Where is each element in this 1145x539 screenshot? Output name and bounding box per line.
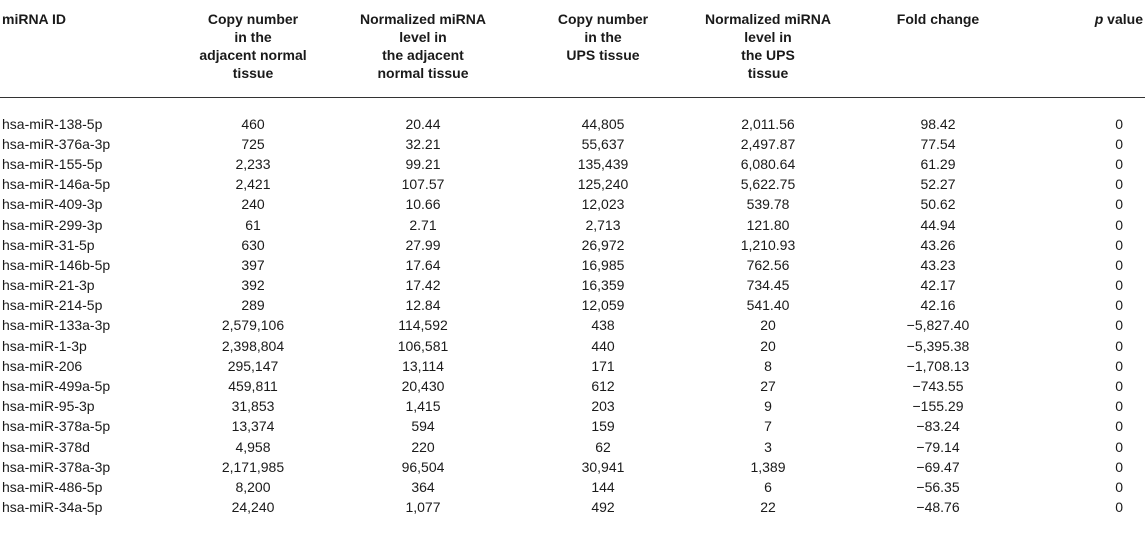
cell-mirna-id: hsa-miR-95-3p	[2, 398, 95, 415]
header-line: Copy number	[207, 11, 299, 27]
cell-norm-ups: 2,011.56	[741, 115, 795, 132]
cell-fold-change: −5,827.40	[906, 317, 970, 334]
cell-p-value: 0	[1115, 115, 1123, 132]
cell-fold-change: −83.24	[916, 418, 960, 435]
cell-mirna-id: hsa-miR-378a-3p	[2, 458, 111, 475]
spacer-cell	[0, 97, 1145, 114]
cell-norm-adjacent: 364	[411, 478, 435, 495]
cell-norm-adjacent: 2.71	[409, 216, 437, 233]
cell-fold-change: −5,395.38	[906, 337, 970, 354]
cell-copy-ups: 438	[591, 317, 615, 334]
cell-fold-change: −56.35	[916, 478, 960, 495]
cell-copy-ups: 492	[591, 499, 615, 516]
header-line: tissue	[232, 65, 274, 81]
cell-p-value: 0	[1115, 236, 1123, 253]
cell-norm-ups: 6,080.64	[740, 155, 796, 172]
table-row	[0, 336, 1145, 356]
table-row	[0, 376, 1145, 396]
cell-copy-adjacent: 397	[241, 256, 265, 273]
header-line: level in	[744, 29, 792, 45]
cell-fold-change: 52.27	[920, 176, 956, 193]
header-line: adjacent normal	[199, 47, 307, 63]
cell-copy-adjacent: 31,853	[231, 398, 275, 415]
cell-norm-adjacent: 13,114	[402, 357, 444, 374]
cell-fold-change: 43.26	[920, 236, 956, 253]
cell-copy-ups: 2,713	[585, 216, 621, 233]
cell-mirna-id: hsa-miR-214-5p	[2, 297, 103, 314]
cell-copy-ups: 16,359	[581, 277, 625, 294]
cell-mirna-id: hsa-miR-31-5p	[2, 236, 95, 253]
header-line: Normalized miRNA	[359, 11, 487, 27]
cell-copy-ups: 44,805	[581, 115, 625, 132]
table-row	[0, 154, 1145, 174]
cell-norm-adjacent: 107.57	[401, 176, 445, 193]
cell-p-value: 0	[1115, 418, 1123, 435]
table-row	[0, 255, 1145, 275]
table-row	[0, 477, 1145, 497]
cell-norm-adjacent: 96,504	[401, 458, 445, 475]
header-p-rest: value	[1103, 11, 1143, 27]
cell-mirna-id: hsa-miR-206	[2, 357, 83, 374]
cell-p-value: 0	[1115, 135, 1123, 152]
cell-copy-adjacent: 4,958	[235, 438, 271, 455]
cell-copy-ups: 12,059	[581, 297, 625, 314]
table-row	[0, 114, 1145, 134]
cell-copy-adjacent: 24,240	[231, 499, 275, 516]
cell-fold-change: 61.29	[920, 155, 956, 172]
cell-fold-change: −743.55	[912, 378, 964, 395]
cell-mirna-id: hsa-miR-21-3p	[2, 277, 95, 294]
cell-copy-adjacent: 13,374	[231, 418, 275, 435]
cell-norm-adjacent: 10.66	[405, 196, 441, 213]
cell-norm-adjacent: 27.99	[405, 236, 441, 253]
cell-fold-change: −155.29	[912, 398, 964, 415]
cell-norm-ups: 9	[764, 398, 772, 415]
cell-norm-adjacent: 220	[411, 438, 435, 455]
cell-norm-ups: 20	[760, 317, 776, 334]
cell-copy-adjacent: 2,421	[235, 176, 271, 193]
cell-norm-ups: 539.78	[746, 196, 790, 213]
cell-copy-ups: 125,240	[577, 176, 629, 193]
header-norm-ups	[688, 0, 848, 97]
header-line: UPS tissue	[566, 47, 640, 63]
cell-copy-adjacent: 725	[241, 135, 265, 152]
table-row	[0, 396, 1145, 416]
table-row	[0, 295, 1145, 315]
cell-p-value: 0	[1115, 297, 1123, 314]
cell-fold-change: 42.16	[920, 297, 956, 314]
cell-copy-adjacent: 630	[241, 236, 265, 253]
cell-copy-ups: 62	[595, 438, 611, 455]
cell-copy-adjacent: 2,579,106	[221, 317, 285, 334]
header-fold-change	[848, 0, 1028, 97]
cell-p-value: 0	[1115, 438, 1123, 455]
cell-p-value: 0	[1115, 357, 1123, 374]
cell-copy-ups: 612	[591, 378, 615, 395]
cell-fold-change: 43.23	[920, 256, 956, 273]
cell-norm-ups: 8	[764, 357, 772, 374]
table-row	[0, 275, 1145, 295]
cell-norm-ups: 1,389	[750, 458, 786, 475]
header-line: the UPS	[741, 47, 795, 63]
cell-p-value: 0	[1115, 478, 1123, 495]
cell-p-value: 0	[1115, 256, 1123, 273]
cell-p-value: 0	[1115, 155, 1123, 172]
cell-mirna-id: hsa-miR-138-5p	[2, 115, 103, 132]
cell-mirna-id: hsa-miR-133a-3p	[2, 317, 111, 334]
cell-norm-ups: 27	[760, 378, 776, 395]
cell-fold-change: −69.47	[916, 458, 960, 475]
cell-norm-ups: 734.45	[746, 277, 790, 294]
cell-copy-ups: 203	[591, 398, 615, 415]
cell-mirna-id: hsa-miR-1-3p	[2, 337, 87, 354]
cell-p-value: 0	[1115, 176, 1123, 193]
table-row	[0, 194, 1145, 214]
cell-mirna-id: hsa-miR-146b-5p	[2, 256, 111, 273]
cell-fold-change: 42.17	[920, 277, 956, 294]
header-line: tissue	[747, 65, 789, 81]
cell-copy-adjacent: 8,200	[235, 478, 271, 495]
cell-copy-ups: 12,023	[581, 196, 625, 213]
cell-p-value: 0	[1115, 499, 1123, 516]
cell-copy-ups: 144	[591, 478, 615, 495]
cell-fold-change: 98.42	[920, 115, 956, 132]
table-row	[0, 437, 1145, 457]
cell-copy-adjacent: 2,398,804	[221, 337, 285, 354]
table-body	[0, 97, 1145, 517]
cell-norm-ups: 1,210.93	[740, 236, 796, 253]
cell-copy-adjacent: 2,233	[235, 155, 271, 172]
cell-mirna-id: hsa-miR-299-3p	[2, 216, 103, 233]
header-norm-adjacent	[328, 0, 518, 97]
header-line: normal tissue	[377, 65, 469, 81]
cell-fold-change: −48.76	[916, 499, 960, 516]
header-p-italic: p	[1094, 11, 1104, 27]
cell-norm-ups: 22	[760, 499, 776, 516]
cell-mirna-id: hsa-miR-376a-3p	[2, 135, 111, 152]
cell-copy-adjacent: 459,811	[228, 378, 278, 395]
table-row	[0, 497, 1145, 517]
cell-copy-ups: 26,972	[581, 236, 625, 253]
cell-norm-ups: 6	[764, 478, 772, 495]
cell-p-value: 0	[1115, 216, 1123, 233]
cell-norm-adjacent: 20,430	[401, 378, 445, 395]
cell-copy-adjacent: 289	[241, 297, 265, 314]
cell-norm-ups: 2,497.87	[740, 135, 796, 152]
table-row	[0, 235, 1145, 255]
header-line: miRNA ID	[2, 11, 67, 27]
cell-norm-adjacent: 32.21	[405, 135, 441, 152]
header-line: Normalized miRNA	[704, 11, 832, 27]
cell-p-value: 0	[1115, 196, 1123, 213]
table-row	[0, 457, 1145, 477]
cell-p-value: 0	[1115, 337, 1123, 354]
header-spacer	[0, 97, 1145, 114]
cell-copy-adjacent: 392	[241, 277, 265, 294]
cell-copy-adjacent: 61	[245, 216, 261, 233]
header-line: Fold change	[896, 11, 980, 27]
cell-p-value: 0	[1115, 317, 1123, 334]
table-header	[0, 0, 1145, 97]
cell-mirna-id: hsa-miR-409-3p	[2, 196, 103, 213]
cell-norm-ups: 541.40	[746, 297, 790, 314]
cell-norm-ups: 5,622.75	[740, 176, 796, 193]
table-row	[0, 174, 1145, 194]
cell-copy-adjacent: 460	[241, 115, 265, 132]
cell-copy-adjacent: 295,147	[227, 357, 279, 374]
cell-copy-ups: 16,985	[581, 256, 625, 273]
cell-norm-ups: 121.80	[746, 216, 790, 233]
header-p-value	[1028, 0, 1145, 97]
cell-norm-adjacent: 1,077	[405, 499, 441, 516]
table-row	[0, 315, 1145, 335]
header-copy-ups	[518, 0, 688, 97]
header-line: Copy number	[557, 11, 649, 27]
cell-mirna-id: hsa-miR-34a-5p	[2, 499, 103, 516]
cell-mirna-id: hsa-miR-486-5p	[2, 478, 103, 495]
table-row	[0, 356, 1145, 376]
table-row	[0, 214, 1145, 234]
cell-norm-ups: 3	[764, 438, 772, 455]
header-line: in the	[234, 29, 272, 45]
table-row	[0, 416, 1145, 436]
cell-copy-ups: 30,941	[581, 458, 625, 475]
header-copy-adjacent	[178, 0, 328, 97]
cell-norm-ups: 762.56	[746, 256, 790, 273]
cell-p-value: 0	[1115, 398, 1123, 415]
cell-mirna-id: hsa-miR-378d	[2, 438, 90, 455]
cell-norm-adjacent: 99.21	[405, 155, 441, 172]
cell-fold-change: 44.94	[920, 216, 956, 233]
header-line: in the	[584, 29, 622, 45]
cell-mirna-id: hsa-miR-155-5p	[2, 155, 103, 172]
cell-norm-adjacent: 20.44	[405, 115, 441, 132]
header-line: level in	[399, 29, 447, 45]
cell-p-value: 0	[1115, 378, 1123, 395]
cell-fold-change: −1,708.13	[906, 357, 970, 374]
cell-copy-ups: 135,439	[577, 155, 629, 172]
cell-copy-adjacent: 240	[241, 196, 265, 213]
cell-norm-adjacent: 17.64	[405, 256, 441, 273]
cell-norm-ups: 7	[764, 418, 772, 435]
cell-fold-change: 50.62	[920, 196, 956, 213]
cell-fold-change: −79.14	[916, 438, 960, 455]
cell-norm-ups: 20	[760, 337, 776, 354]
cell-norm-adjacent: 12.84	[405, 297, 441, 314]
cell-p-value: 0	[1115, 277, 1123, 294]
header-line: the adjacent	[382, 47, 464, 63]
cell-mirna-id: hsa-miR-146a-5p	[2, 176, 111, 193]
cell-copy-ups: 55,637	[581, 135, 625, 152]
cell-norm-adjacent: 114,592	[398, 317, 448, 334]
cell-mirna-id: hsa-miR-499a-5p	[2, 378, 111, 395]
cell-copy-ups: 440	[591, 337, 615, 354]
cell-copy-ups: 171	[591, 357, 615, 374]
cell-copy-adjacent: 2,171,985	[221, 458, 285, 475]
cell-p-value: 0	[1115, 458, 1123, 475]
cell-fold-change: 77.54	[920, 135, 956, 152]
cell-mirna-id: hsa-miR-378a-5p	[2, 418, 111, 435]
cell-norm-adjacent: 594	[411, 418, 435, 435]
header-mirna-id	[0, 0, 178, 97]
cell-norm-adjacent: 106,581	[397, 337, 449, 354]
table-row	[0, 134, 1145, 154]
cell-norm-adjacent: 17.42	[405, 277, 441, 294]
cell-copy-ups: 159	[591, 418, 615, 435]
cell-norm-adjacent: 1,415	[405, 398, 441, 415]
